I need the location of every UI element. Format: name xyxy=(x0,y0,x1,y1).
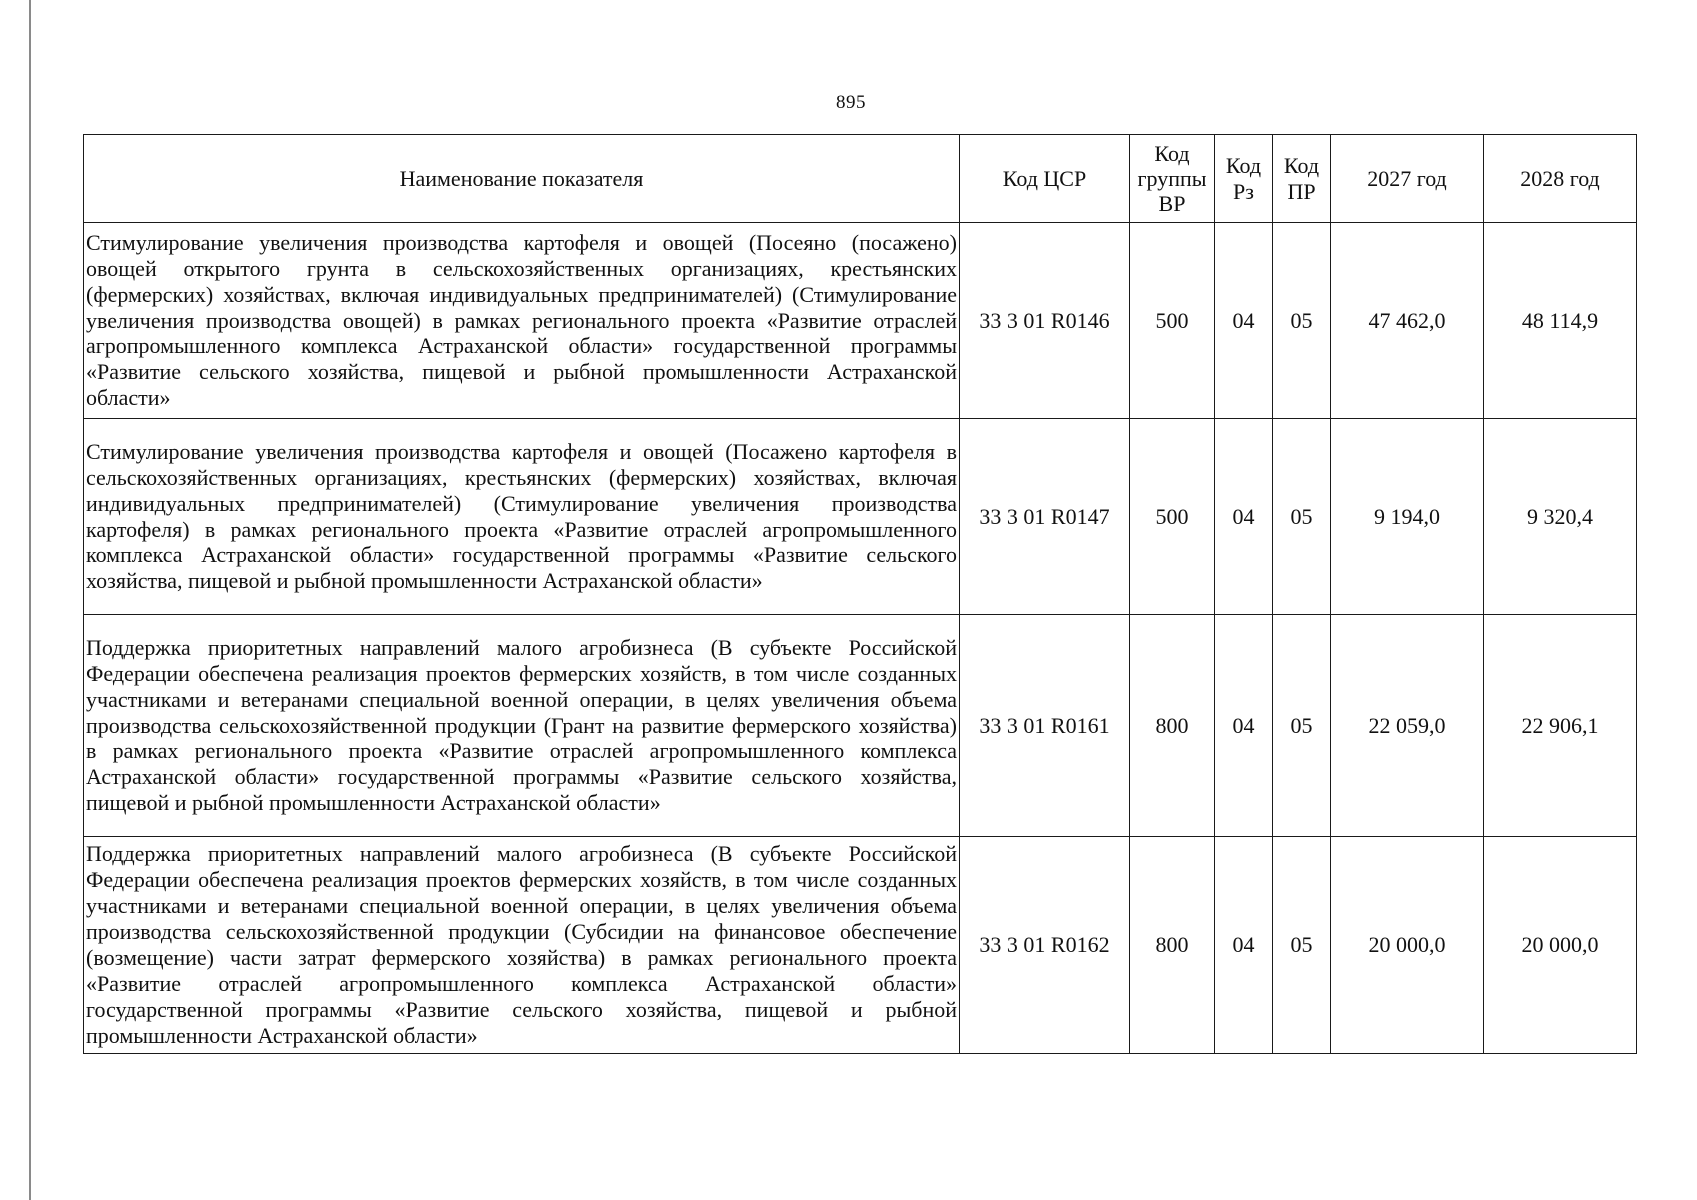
row-name: Стимулирование увеличения производства картофеля и овощей (Посеяно (посажено) овощей открытого грунта в сельскохозяйственных организациях, крестьянских (фермерских) хозяйствах, включая индивидуальных предпринимателей) (Стимулирование увеличения производства овощей) в рамках регионального проекта «Развитие отраслей агропромышленного комплекса Астраханской области» государственной программы «Развитие сельского хозяйства, пищевой и рыбной промышленности Астраханской области» xyxy=(84,223,960,419)
row-2027: 47 462,0 xyxy=(1331,223,1484,419)
row-2028: 9 320,4 xyxy=(1484,419,1637,615)
row-csr: 33 3 01 R0161 xyxy=(960,615,1130,837)
row-rz: 04 xyxy=(1215,223,1273,419)
row-2028: 22 906,1 xyxy=(1484,615,1637,837)
page-number: 895 xyxy=(836,92,866,113)
budget-table xyxy=(83,134,1637,1054)
row-name: Поддержка приоритетных направлений малого агробизнеса (В субъекте Российской Федерации обеспечена реализация проектов фермерских хозяйств, в том числе созданных участниками и ветеранами специальной военной операции, в целях увеличения объема производства сельскохозяйственной продукции (Субсидии на финансовое обеспечение (возмещение) части затрат фермерского хозяйства) в рамках регионального проекта «Развитие отраслей агропромышленного комплекса Астраханской области» государственной программы «Развитие сельского хозяйства, пищевой и рыбной промышленности Астраханской области» xyxy=(84,837,960,1054)
row-2027: 20 000,0 xyxy=(1331,837,1484,1054)
row-2028: 20 000,0 xyxy=(1484,837,1637,1054)
row-csr: 33 3 01 R0146 xyxy=(960,223,1130,419)
row-pr: 05 xyxy=(1273,223,1331,419)
row-name: Поддержка приоритетных направлений малого агробизнеса (В субъекте Российской Федерации обеспечена реализация проектов фермерских хозяйств, в том числе созданных участниками и ветеранами специальной военной операции, в целях увеличения объема производства сельскохозяйственной продукции (Грант на развитие фермерского хозяйства) в рамках регионального проекта «Развитие отраслей агропромышленного комплекса Астраханской области» государственной программы «Развитие сельского хозяйства, пищевой и рыбной промышленности Астраханской области» xyxy=(84,615,960,837)
table-row xyxy=(84,419,1637,615)
row-csr: 33 3 01 R0162 xyxy=(960,837,1130,1054)
row-rz: 04 xyxy=(1215,615,1273,837)
header-pr: Код ПР xyxy=(1273,135,1331,223)
header-csr: Код ЦСР xyxy=(960,135,1130,223)
table-header-row xyxy=(84,135,1637,223)
header-rz: Код Рз xyxy=(1215,135,1273,223)
row-rz: 04 xyxy=(1215,419,1273,615)
row-pr: 05 xyxy=(1273,419,1331,615)
table-row xyxy=(84,223,1637,419)
row-pr: 05 xyxy=(1273,837,1331,1054)
left-margin-line xyxy=(29,0,31,1200)
table-row xyxy=(84,615,1637,837)
row-pr: 05 xyxy=(1273,615,1331,837)
row-rz: 04 xyxy=(1215,837,1273,1054)
row-csr: 33 3 01 R0147 xyxy=(960,419,1130,615)
row-vr: 500 xyxy=(1130,419,1215,615)
header-2027: 2027 год xyxy=(1331,135,1484,223)
row-vr: 800 xyxy=(1130,837,1215,1054)
row-2028: 48 114,9 xyxy=(1484,223,1637,419)
row-2027: 22 059,0 xyxy=(1331,615,1484,837)
row-name: Стимулирование увеличения производства картофеля и овощей (Посажено картофеля в сельскохозяйственных организациях, крестьянских (фермерских) хозяйствах, включая индивидуальных предпринимателей) (Стимулирование увеличения производства картофеля) в рамках регионального проекта «Развитие отраслей агропромышленного комплекса Астраханской области» государственной программы «Развитие сельского хозяйства, пищевой и рыбной промышленности Астраханской области» xyxy=(84,419,960,615)
row-2027: 9 194,0 xyxy=(1331,419,1484,615)
row-vr: 500 xyxy=(1130,223,1215,419)
header-vr: Код группы ВР xyxy=(1130,135,1215,223)
header-2028: 2028 год xyxy=(1484,135,1637,223)
row-vr: 800 xyxy=(1130,615,1215,837)
header-name: Наименование показателя xyxy=(84,135,960,223)
table-row xyxy=(84,837,1637,1054)
